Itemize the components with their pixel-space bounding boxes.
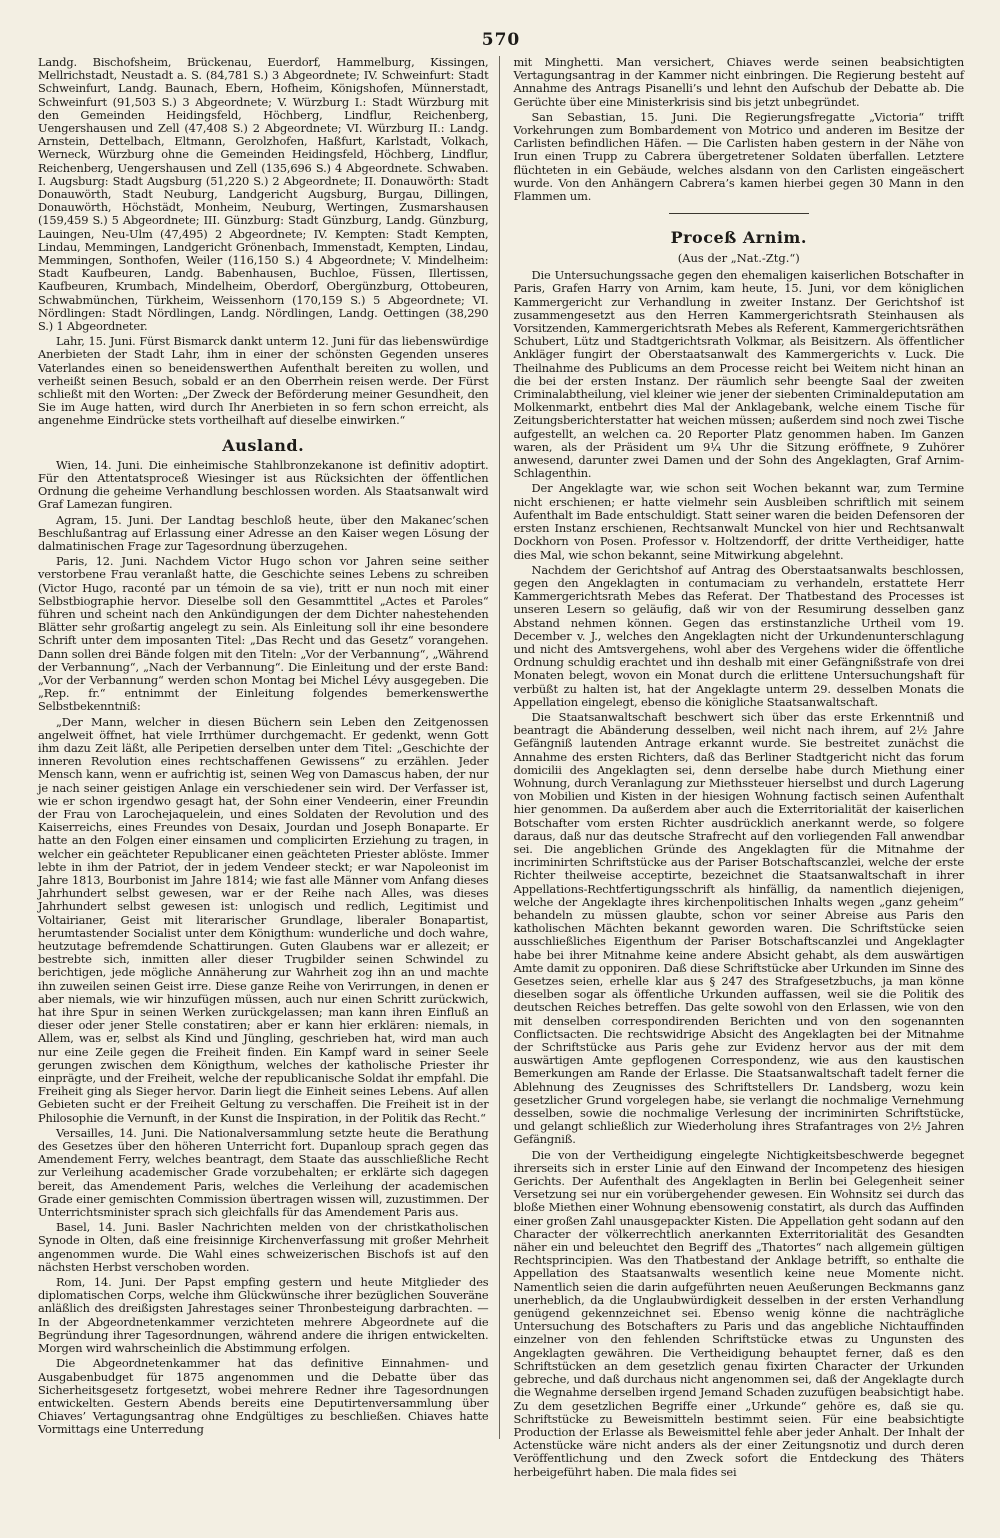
page-number: 570: [481, 30, 521, 50]
versailles-dispatch: Versailles, 14. Juni. Die Nationalversammlung setzte heute die Berathung des Gesetzes über den höheren Unterricht fort. Dupanloup sprach gegen das Amendement Ferry, welches beantragt, dem Staate das ausschließliche Recht zur Verleihung academischer Grade vorzubehalten; er erklärte sich dagegen bereit, das Amendement Paris, welches die Verleihung der academischen Grade einer gemischten Commission übertragen wissen will, zuzustimmen. Der Unterrichtsminister sprach sich gleichfalls für das Amendement Paris aus.: [38, 1125, 489, 1220]
electoral-districts-paragraph: Landg. Bischofsheim, Brückenau, Euerdorf, Hammelburg, Kissingen, Mellrichstadt, Neustadt a. S. (84,781 S.) 3 Abgeordnete; IV. Schweinfurt: Stadt Schweinfurt, Landg. Baunach, Ebern, Hofheim, Königshofen, Münnerstadt, Schweinfurt (91,503 S.) 3 Abgeordnete; V. Würzburg I.: Stadt Würzburg mit den Gemeinden Heidingsfeld, Höchberg, Lindflur, Reichenberg, Uengershausen und Zell (47,408 S.) 2 Abgeordnete; VI. Würzburg II.: Landg. Arnstein, Dettelbach, Eltmann, Gerolzhofen, Haßfurt, Karlstadt, Volkach, Werneck, Würzburg ohne die Gemeinden Heidingsfeld, Höchberg, Lindflur, Reichenberg, Uengershausen und Zell (135,696 S.) 4 Abgeordnete. Schwaben. I. Augsburg: Stadt Augsburg (51,220 S.) 2 Abgeordnete; II. Donauwörth: Stadt Donauwörth, Stadt Neuburg, Landgericht Augsburg, Burgau, Dillingen, Donauwörth, Höchstädt, Monheim, Neuburg, Wertingen, Zusmarshausen (159,459 S.) 5 Abgeordnete; III. Günzburg: Stadt Günzburg, Landg. Günzburg, Lauingen, Neu-Ulm (47,495) 2 Abgeordnete; IV. Kempten: Stadt Kempten, Lindau, Memmingen, Landgericht Grönenbach, Immenstadt, Kempten, Lindau, Memmingen, Sonthofen, Weiler (116,150 S.) 4 Abgeordnete; V. Mindelheim: Stadt Kaufbeuren, Landg. Babenhausen, Buchloe, Füssen, Illertissen, Kaufbeuren, Krumbach, Mindelheim, Oberdorf, Obergünzburg, Ottobeuren, Schwabmünchen, Türkheim, Weissenhorn (170,159 S.) 5 Abgeordnete; VI. Nördlingen: Stadt Nördlingen, Landg. Nördlingen, Landg. Oettingen (38,290 S.) 1 Abgeordneter.: [38, 55, 489, 334]
rom-dispatch-continued: Die Abgeordnetenkammer hat das definitive Einnahmen- und Ausgabenbudget für 1875 angenommen und die Debatte über das Sicherheitsgesetz fortgesetzt, wobei mehrere Redner ihre Tagesordnungen entwickelten. Gestern Abends bereits eine Deputirtenversammlung über Chiaves’ Vertagungsantrag ohne Endgültiges zu beschließen. Chiaves hatte Vormittags eine Unterredung: [38, 1356, 489, 1437]
source-note: (Aus der „Nat.-Ztg.“): [677, 251, 800, 266]
agram-dispatch: Agram, 15. Juni. Der Landtag beschloß heute, über den Makanec’schen Beschlußantrag auf Erlassung einer Adresse an den Kaiser wegen Lösung der dalmatinischen Frage zur Tagesordnung überzugehen.: [38, 512, 489, 553]
ausland-heading: Ausland.: [222, 435, 305, 455]
rom-dispatch: Rom, 14. Juni. Der Papst empfing gestern und heute Mitglieder des diplomatischen Corps, welche ihm Glückwünsche ihrer bezüglichen Souveräne anläßlich des dreißigsten Jahrestages seiner Thronbesteigung darbrachten. — In der Abgeordnetenkammer verzichteten mehrere Abgeordnete auf die Begründung ihrer Tagesordnungen, während andere die ihrigen entwickelten. Morgen wird wahrscheinlich die Abstimmung erfolgen.: [38, 1275, 489, 1356]
san-sebastian-dispatch: San Sebastian, 15. Juni. Die Regierungsfregatte „Victoria“ trifft Vorkehrungen zum Bombardement von Motrico und anderen im Besitze der Carlisten befindlichen Häfen. — Die Carlisten haben gestern in der Nähe von Irun einen Trupp zu Cabrera übergetretener Soldaten überfallen. Letztere flüchteten in ein Gebäude, welches alsdann von den Carlisten eingeäschert wurde. Von den Anhängern Cabrera’s kamen hierbei gegen 30 Mann in den Flammen um.: [513, 109, 964, 204]
arnim-trial-paragraph-4: Die Staatsanwaltschaft beschwert sich über das erste Erkenntniß und beantragt die Abänderung desselben, weil nicht nach ihrem, auf 2½ Jahre Gefängniß lautenden Antrage erkannt wurde. Sie bestreitet zunächst die Annahme des ersten Richters, daß das Berliner Stadtgericht nicht das forum domicilii des Angeklagten sei, denn derselbe habe durch Miethung einer Wohnung, durch Veranlagung zur Miethssteuer hierselbst und durch Lagerung von Mobilien und Kisten in der hiesigen Wohnung factisch seinen Aufenthalt hier genommen. Da außerdem aber auch die Exterritorialität der kaiserlichen Botschafter vom ersten Richter ausdrücklich anerkannt werde, so folgere daraus, daß nur das deutsche Strafrecht auf den vorliegenden Fall anwendbar sei. Die angeblichen Gründe des Angeklagten für die Mitnahme der incriminirten Schriftstücke aus der Pariser Botschaftscanzlei, welche der erste Richter theilweise acceptirte, bezeichnet die Staatsanwaltschaft in ihrer Appellations-Rechtfertigungsschrift als hinfällig, da namentlich diejenigen, welche der Angeklagte ihres kirchenpolitischen Inhalts wegen „ganz geheim“ behandeln zu müssen glaubte, schon vor seiner Abreise aus Paris den katholischen Mächten bekannt geworden waren. Die Schriftstücke seien ausschließliches Eigenthum der Pariser Botschaftscanzlei und Angeklagter habe bei ihrer Mitnahme keine andere Absicht gehabt, als dem auswärtigen Amte damit zu opponiren. Daß diese Schriftstücke aber Urkunden im Sinne des Gesetzes seien, erhelle klar aus § 247 des Strafgesetzbuchs, ja man könne dieselben sogar als öffentliche Urkunden auffassen, weil sie die Politik des deutschen Reiches betreffen. Das gelte sowohl von den Erlassen, wie von den mit denselben correspondirenden Berichten und von den sogenannten Conflictsacten. Die rechtswidrige Absicht des Angeklagten bei der Mitnahme der Schriftstücke aus Paris gehe zur Evidenz hervor aus der mit dem auswärtigen Amte gepflogenen Correspondenz, wie aus den kaustischen Bemerkungen am Rande der Erlasse. Die Staatsanwaltschaft tadelt ferner die Ablehnung des Zeugnisses des Schriftstellers Dr. Landsberg, wozu kein gesetzlicher Grund vorgelegen habe, sie verlangt die nochmalige Vernehmung desselben, sowie die nochmalige Verlesung der incriminirten Schriftstücke, und gelangt schließlich zur Wiederholung ihres Strafantrages von 2½ Jahren Gefängniß.: [513, 709, 964, 1147]
two-column-layout: [38, 56, 964, 1481]
left-column: [38, 56, 500, 1439]
arnim-trial-heading: Proceß Arnim.: [670, 228, 807, 248]
rom-dispatch-end: mit Minghetti. Man versichert, Chiaves werde seinen beabsichtigten Vertagungsantrag in der Kammer nicht einbringen. Die Regierung besteht auf Annahme des Antrags Pisanelli’s und lehnt den Aufschub der Debatte ab. Die Gerüchte über eine Ministerkrisis sind bis jetzt unbegründet.: [513, 55, 964, 109]
paris-dispatch: Paris, 12. Juni. Nachdem Victor Hugo schon vor Jahren seine seither verstorbene Frau veranlaßt hatte, die Geschichte seines Lebens zu schreiben (Victor Hugo, raconté par un témoin de sa vie), tritt er nun noch mit einer Selbstbiographie hervor. Dieselbe soll den Gesammttitel „Actes et Paroles“ führen und scheint nach den Ankündigungen der dem Dichter nahestehenden Blätter sehr großartig angelegt zu sein. Als Einleitung soll ihr eine besondere Schrift unter dem imposanten Titel: „Das Recht und das Gesetz“ vorangehen. Dann sollen drei Bände folgen mit den Titeln: „Vor der Verbannung“, „Während der Verbannung“, „Nach der Verbannung“. Die Einleitung und der erste Band: „Vor der Verbannung“ werden schon Montag bei Michel Lévy ausgegeben. Die „Rep. fr.“ entnimmt der Einleitung folgendes bemerkenswerthe Selbstbekenntniß:: [38, 554, 489, 714]
right-column: [514, 56, 965, 1481]
victor-hugo-quote: „Der Mann, welcher in diesen Büchern sein Leben den Zeitgenossen angelweit öffnet, hat viele Irrthümer durchgemacht. Er gedenkt, wenn Gott ihm dazu Zeit läßt, alle Peripetien derselben unter dem Titel: „Geschichte der inneren Revolution eines rechtschaffenen Gewissens“ zu erzählen. Jeder Mensch kann, wenn er aufrichtig ist, seinen Weg von Damascus haben, der nur je nach seiner geistigen Anlage ein verschiedener sein wird. Der Verfasser ist, wie er schon irgendwo gesagt hat, der Sohn einer Vendeerin, einer Freundin der Frau von Larochejaquelein, und eines Soldaten der Revolution und des Kaiserreichs, eines Freundes von Desaix, Jourdan und Joseph Bonaparte. Er hatte an den Folgen einer einsamen und complicirten Erziehung zu tragen, in welcher ein geächteter Republicaner einen geächteten Priester ablöste. Immer lebte in ihm der Patriot, der in jedem Vendeer steckt; er war Napoleonist im Jahre 1813, Bourbonist im Jahre 1814; wie fast alle Männer vom Anfang dieses Jahrhundert selbst gewesen, war er der Reihe nach Alles, was dieses Jahrhundert selbst gewesen ist: unlogisch und redlich, Legitimist und Voltairianer, Geist mit literarischer Grundlage, liberaler Bonapartist, herumtastender Socialist unter dem Königthum: wunderliche und doch wahre, heutzutage befremdende Schattirungen. Guten Glaubens war er allezeit; er bestrebte sich, inmitten aller dieser Trugbilder seinen Schwindel zu berichtigen, jede mögliche Annäherung zur Wahrheit zog ihn an und machte ihn zuweilen seinen Geist irre. Diese ganze Reihe von Verirrungen, in denen er aber niemals, wie wir hinzufügen müssen, auch nur einen Schritt zurückwich, hat ihre Spur in seinen Werken zurückgelassen; man kann ihren Einfluß an dieser oder jener Stelle constatiren; aber er kann hier erklären: niemals, in Allem, was er, selbst als Kind und Jüngling, geschrieben hat, wird man auch nur eine Zeile gegen die Freiheit finden. Ein Kampf ward in seiner Seele gerungen zwischen dem Königthum, welches der katholische Priester ihr einprägte, und der Freiheit, welche der republicanische Soldat ihr empfahl. Die Freiheit ging als Sieger hervor. Darin liegt die Einheit seines Lebens. Auf allen Gebieten sucht er der Freiheit Geltung zu verschaffen. Die Freiheit ist in der Philosophie die Vernunft, in der Kunst die Inspiration, in der Politik das Recht.“: [38, 714, 489, 1125]
arnim-trial-paragraph-5: Die von der Vertheidigung eingelegte Nichtigkeitsbeschwerde begegnet ihrerseits sich in erster Linie auf den Einwand der Incompetenz des hiesigen Gerichts. Der Aufenthalt des Angeklagten in Berlin bei Gelegenheit seiner Versetzung sei nur ein vorübergehender gewesen. Ein Wohnsitz sei durch das bloße Miethen einer Wohnung ebensowenig constatirt, als durch das Auffinden einer großen Zahl unausgepackter Kisten. Die Appellation geht sodann auf den Character der völkerrechtlich anerkannten Exterritorialität des Gesandten näher ein und beleuchtet den Begriff des „Thatortes“ nach allgemein gültigen Rechtsprincipien. Was den Thatbestand der Anklage betrifft, so enthalte die Appellation des Staatsanwalts wesentlich keine neue Momente nicht. Namentlich seien die darin aufgeführten neuen Aeußerungen Beckmanns ganz unerheblich, da die Unglaubwürdigkeit desselben in der ersten Verhandlung genügend gekennzeichnet sei. Ebenso wenig könne die nachträgliche Untersuchung des Botschafters zu Paris und das angebliche Nichtauffinden einzelner von den fehlenden Schriftstücke etwas zu Ungunsten des Angeklagten gewähren. Die Vertheidigung behauptet ferner, daß es den Schriftstücken an dem gesetzlich genau fixirten Character der Urkunden gebreche, und daß durchaus nicht angenommen sei, daß der Angeklagte durch die Wegnahme derselben irgend Jemand Schaden zuzufügen beabsichtigt habe. Zu dem gesetzlichen Begriffe einer „Urkunde“ gehöre es, daß sie qu. Schriftstücke zu Beweismitteln bestimmt seien. Für eine beabsichtigte Production der Erlasse als Beweismittel fehle aber jeder Anhalt. Der Inhalt der Actenstücke wäre nicht anders als der einer Zeitungsnotiz und durch deren Veröffentlichung und den Zweck sofort die Entdeckung des Thäters herbeigeführt haben. Die mala fides sei: [513, 1147, 964, 1479]
basel-dispatch: Basel, 14. Juni. Basler Nachrichten melden von der christkatholischen Synode in Olten, daß eine freisinnige Kirchenverfassung mit großer Mehrheit angenommen wurde. Die Wahl eines schweizerischen Bischofs ist auf den nächsten Herbst verschoben worden.: [38, 1220, 489, 1274]
arnim-trial-paragraph-3: Nachdem der Gerichtshof auf Antrag des Oberstaatsanwalts beschlossen, gegen den Angeklagten in contumaciam zu verhandeln, erstattete Herr Kammergerichtsrath Mebes das Referat. Der Thatbestand des Processes ist unseren Lesern so geläufig, daß wir von der Resumirung desselben ganz Abstand nehmen können. Gegen das erstinstanzliche Urtheil vom 19. December v. J., welches den Angeklagten nicht der Urkundenunterschlagung und nicht des Amtsvergehens, wohl aber des Vergehens wider die öffentliche Ordnung schuldig erachtet und ihn deshalb mit einer Gefängnißstrafe von drei Monaten belegt, wovon ein Monat durch die erlittene Untersuchungshaft für verbüßt zu halten ist, hat der Angeklagte unterm 29. desselben Monats die Appellation eingelegt, ebenso die königliche Staatsanwaltschaft.: [513, 562, 964, 709]
arnim-trial-paragraph-2: Der Angeklagte war, wie schon seit Wochen bekannt war, zum Termine nicht erschienen; er hatte vielmehr sein Ausbleiben schriftlich mit seinem Aufenthalt im Bade entschuldigt. Statt seiner waren die beiden Defensoren der ersten Instanz erschienen, Rechtsanwalt Munckel von hier und Rechtsanwalt Dockhorn von Posen. Professor v. Holtzendorff, der dritte Vertheidiger, hatte dies Mal, wie schon bekannt, seine Mitwirkung abgelehnt.: [513, 481, 964, 562]
lahr-bismarck-paragraph: Lahr, 15. Juni. Fürst Bismarck dankt unterm 12. Juni für das liebenswürdige Anerbieten der Stadt Lahr, ihm in einer der schönsten Gegenden unseres Vaterlandes einen so beneidenswerthen Aufenthalt bereiten zu wollen, und verheißt seinen Besuch, sobald er an den Oberrhein reisen werde. Der Fürst schließt mit den Worten: „Der Zweck der Beförderung meiner Gesundheit, den Sie im Auge hatten, wird durch Ihr Anerbieten in so fern schon erreicht, als angenehme Eindrücke stets vortheilhaft auf dieselbe einwirken.“: [38, 334, 489, 428]
section-divider: [669, 213, 809, 214]
arnim-trial-paragraph-1: Die Untersuchungssache gegen den ehemaligen kaiserlichen Botschafter in Paris, Grafen Harry von Arnim, kam heute, 15. Juni, vor dem königlichen Kammergericht zur Verhandlung in zweiter Instanz. Der Gerichtshof ist zusammengesetzt aus den Herren Kammergerichtsrath Steinhausen als Vorsitzenden, Kammergerichtsrath Mebes als Referent, Kammergerichtsräthen Schubert, Lütz und Stadtgerichtsrath Volkmar, als Beisitzern. Als öffentlicher Ankläger fungirt der Oberstaatsanwalt des Kammergerichts v. Luck. Die Theilnahme des Publicums an dem Processe reicht bei Weitem nicht hinan an die bei der ersten Instanz. Der räumlich sehr beengte Saal der zweiten Criminalabtheilung, viel kleiner wie jener der siebenten Criminaldeputation am Molkenmarkt, entbehrt dies Mal der Anklagebank, welche einem Tische für Zeitungsberichterstatter hat weichen müssen; außerdem sind noch zwei Tische aufgestellt, an welchen ca. 20 Reporter Platz genommen haben. Im Ganzen waren, als der Präsident um 9¼ Uhr die Sitzung eröffnete, 9 Zuhörer anwesend, darunter zwei Damen und der Sohn des Angeklagten, Graf Arnim-Schlagenthin.: [513, 268, 964, 481]
wien-dispatch: Wien, 14. Juni. Die einheimische Stahlbronzekanone ist definitiv adoptirt. Für den Attentatsproceß Wiesinger ist aus Rücksichten der öffentlichen Ordnung die geheime Verhandlung beschlossen worden. Als Staatsanwalt wird Graf Lamezan fungiren.: [38, 457, 489, 512]
